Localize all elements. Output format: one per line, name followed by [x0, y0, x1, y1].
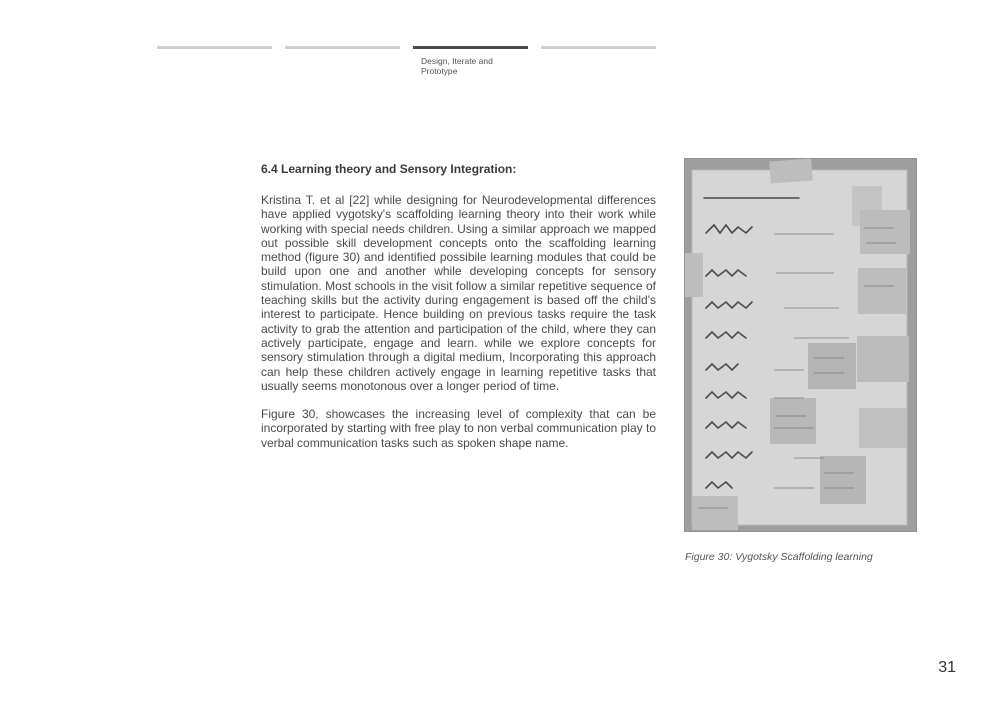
section-heading: 6.4 Learning theory and Sensory Integration:	[261, 162, 517, 176]
paragraph-2: Figure 30, showcases the increasing level of complexity that can be incorporated by starting with free play to non verbal communication play to verbal communication tasks such as spoken shape name.	[261, 407, 656, 450]
progress-segment-2	[285, 46, 400, 49]
progress-label-active: Design, Iterate and Prototype	[421, 56, 493, 76]
section-content	[261, 162, 656, 464]
chapter-progress	[157, 46, 657, 86]
page-number: 31	[938, 659, 956, 676]
progress-segment-4	[541, 46, 656, 49]
paragraph-1: Kristina T. et al [22] while designing for Neurodevelopmental differences have applied vygotsky's scaffolding learning theory into their work while working with special needs children. Using a similar approach we mapped out possible skill development concepts onto the scaffolding learning method (figure 30) and identified possibile learning modules that could be build upon one and another while developing concepts for sensory stimulation. Most schools in the visit follow a similar repetitive sequence of teaching skills but the activity during engagement is based off the child's interest to participate. Hence building on previous tasks require the task activity to grab the attention and participation of the child, where they can actively participate, engage and learn. while we explore concepts for sensory stimulation through a digital medium, Incorporating this approach can help these children actively engage in learning repetitive tasks that usually seems monotonous over a longer period of time.	[261, 193, 656, 393]
scaffolding-photo	[684, 158, 917, 532]
progress-segment-3-active	[413, 46, 528, 49]
progress-segment-1	[157, 46, 272, 49]
figure-caption: Figure 30: Vygotsky Scaffolding learning	[685, 551, 873, 563]
